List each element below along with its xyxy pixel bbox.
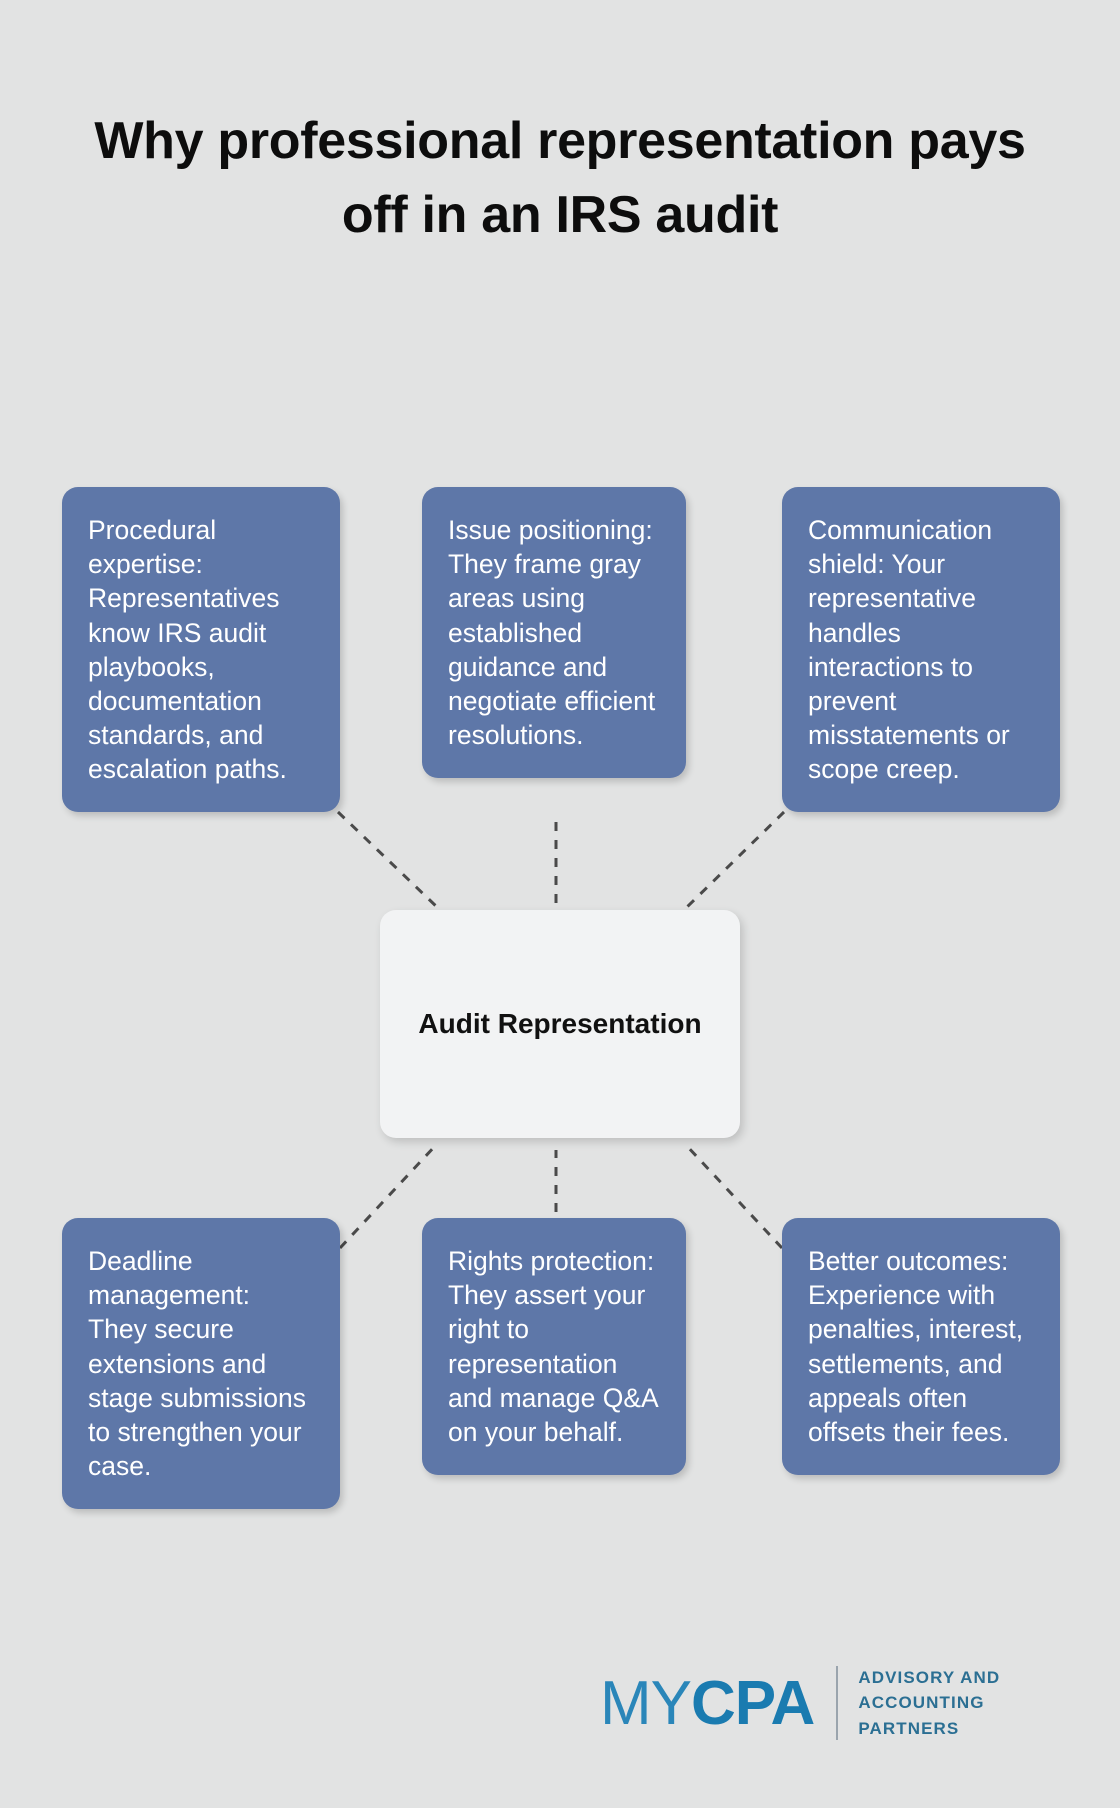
logo-prefix: MY — [600, 1668, 691, 1738]
logo-divider — [836, 1666, 838, 1740]
node-center-audit-representation: Audit Representation — [380, 910, 740, 1138]
node-deadline-management: Deadline management: They secure extensions and stage submissions to strengthen your case. — [62, 1218, 340, 1509]
logo-wordmark — [600, 1668, 814, 1739]
node-rights-protection: Rights protection: They assert your right to representation and manage Q&A on your behalf. — [422, 1218, 686, 1475]
node-procedural-expertise: Procedural expertise: Representatives know IRS audit playbooks, documentation standards, and escalation paths. — [62, 487, 340, 812]
node-issue-positioning: Issue positioning: They frame gray areas using established guidance and negotiate efficient resolutions. — [422, 487, 686, 778]
page-title: Why professional representation pays off in an IRS audit — [94, 112, 1026, 244]
connector-bottom-right — [686, 1145, 782, 1248]
logo-tagline-line3: PARTNERS — [858, 1718, 960, 1738]
logo-tagline — [858, 1665, 1000, 1742]
connector-top-right — [686, 812, 784, 908]
logo-tagline-line1: ADVISORY AND — [858, 1667, 1001, 1687]
logo-main: CPA — [691, 1668, 815, 1738]
node-better-outcomes: Better outcomes: Experience with penalties, interest, settlements, and appeals often offsets their fees. — [782, 1218, 1060, 1475]
node-communication-shield: Communication shield: Your representative handles interactions to prevent misstatements or scope creep. — [782, 487, 1060, 812]
brand-logo — [600, 1655, 1060, 1751]
logo-tagline-line2: ACCOUNTING — [858, 1693, 985, 1713]
connector-top-left — [338, 812, 438, 908]
